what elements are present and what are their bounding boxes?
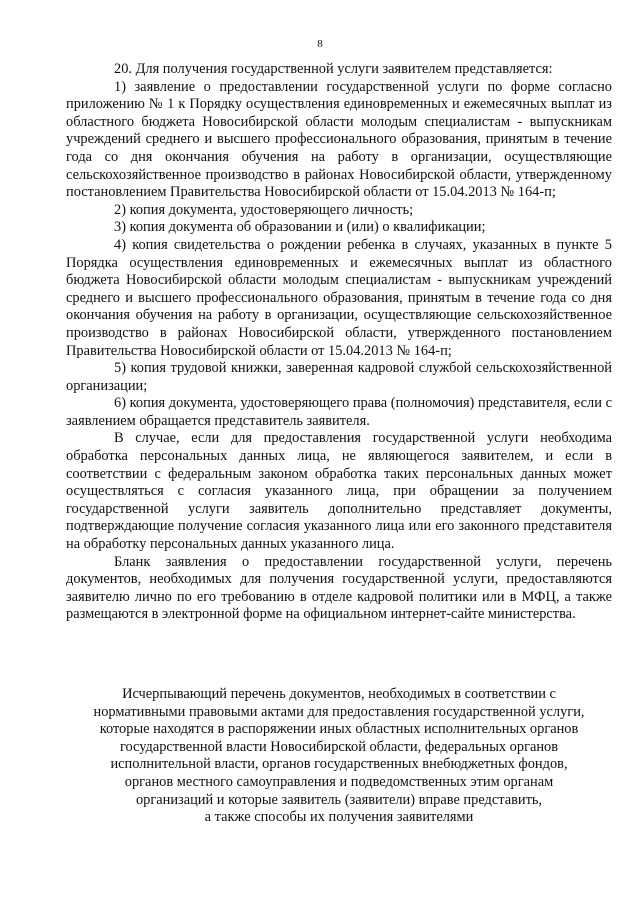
heading-line: которые находятся в распоряжении иных областных исполнительных органов (99, 721, 579, 738)
section-heading (66, 686, 612, 827)
heading-line: организаций и которые заявитель (заявители) вправе представить, (135, 791, 543, 808)
paragraph-item-6-representative: 6) копия документа, удостоверяющего права (полномочия) представителя, если с заявлением обращается представитель заявителя. (66, 395, 612, 429)
page-number: 8 (317, 38, 323, 50)
heading-line: нормативными правовыми актами для предоставления государственной услуги, (93, 703, 585, 720)
heading-line: государственной власти Новосибирской области, федеральных органов (119, 738, 559, 755)
document-body (66, 61, 612, 624)
paragraph-item-2-identity: 2) копия документа, удостоверяющего личность; (114, 201, 414, 218)
heading-line: а также способы их получения заявителями (204, 809, 474, 826)
heading-line: Исчерпывающий перечень документов, необходимых в соответствии с (122, 686, 556, 702)
paragraph-item-5-work-book: 5) копия трудовой книжки, заверенная кадровой службой сельскохозяйственной организации; (66, 360, 612, 394)
paragraph-item-3-education: 3) копия документа об образовании и (или) о квалификации; (114, 219, 486, 236)
paragraph-application-form: Бланк заявления о предоставлении государственной услуги, перечень документов, необходимых для получения государственной услуги, предоставляются заявителю лично по его требованию в отделе кадровой политики или в МФЦ, а также размещаются в электронной форме на официальном интернет-сайте министерства. (66, 553, 612, 623)
paragraph-item-20: 20. Для получения государственной услуги заявителем представляется: (114, 61, 553, 77)
paragraph-item-4-birth-certificate: 4) копия свидетельства о рождении ребенка в случаях, указанных в пункте 5 Порядка осуществления единовременных и ежемесячных выплат из областного бюджета Новосибирской области молодым специалистам - выпускникам учреждений среднего и высшего профессионального образования, принятым в течение года со дня окончания обучения на работу в организации, осуществляющие сельскохозяйственное производство в районах Новосибирской области, утвержденного постановлением Правительства Новосибирской области от 15.04.2013 № 164-п; (66, 236, 612, 359)
paragraph-item-1-application: 1) заявление о предоставлении государственной услуги по форме согласно приложению № 1 к Порядку осуществления единовременных и ежемесячных выплат из областного бюджета Новосибирской области молодым специалистам - выпускникам учреждений среднего и высшего профессионального образования, принятым в течение года со дня окончания обучения на работу в организации, осуществляющие сельскохозяйственное производство в районах Новосибирской области, утвержденному постановлением Правительства Новосибирской области от 15.04.2013 № 164-п; (66, 78, 612, 201)
paragraph-personal-data: В случае, если для предоставления государственной услуги необходима обработка персональных данных лица, не являющегося заявителем, и если в соответствии с федеральным законом обработка таких персональных данных может осуществляться с согласия указанного лица, при обращении за получением государственной услуги заявитель дополнительно представляет документы, подтверждающие получение согласия указанного лица или его законного представителя на обработку персональных данных указанного лица. (66, 430, 612, 553)
heading-line: исполнительной власти, органов государственных внебюджетных фондов, (110, 756, 568, 773)
heading-line: органов местного самоуправления и подведомственных этим органам (124, 773, 554, 790)
